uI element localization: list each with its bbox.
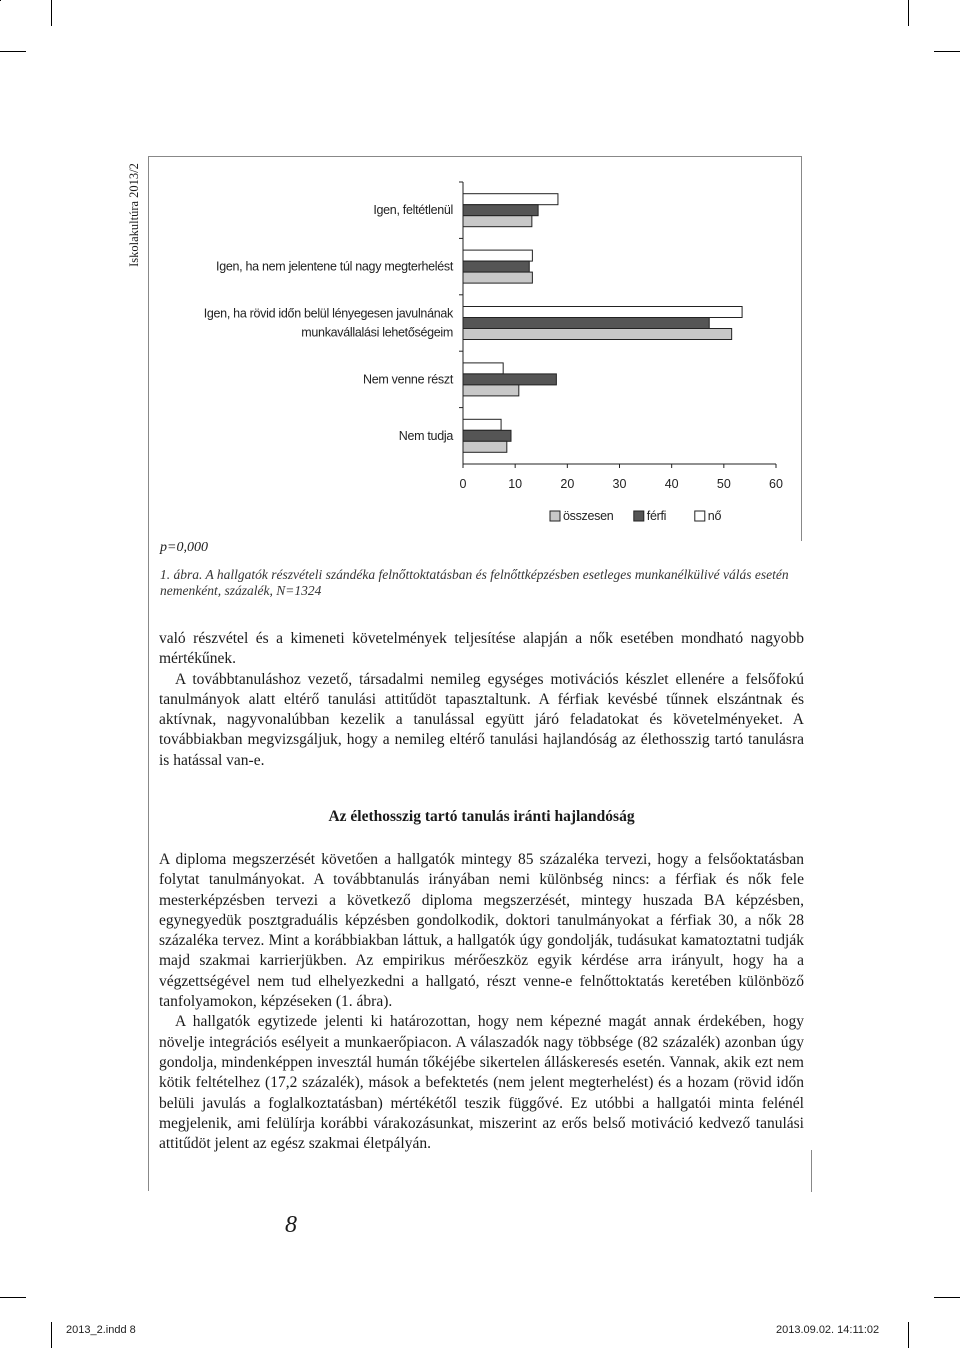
x-tick-label: 10 bbox=[508, 477, 523, 491]
paragraph: való részvétel és a kimeneti követelmények teljesítése alapján a nők esetében mondható nagyobb mértékűnek. bbox=[159, 630, 804, 668]
crop-mark bbox=[51, 0, 52, 26]
bar bbox=[463, 194, 558, 205]
footer-left: 2013_2.indd 8 bbox=[66, 1324, 136, 1336]
text-right-rule bbox=[811, 1150, 812, 1192]
paragraph: A továbbtanuláshoz vezető, társadalmi nemileg egységes motivációs készlet ellenére a felsőfokú tanulmányok alatt eltérő tanulási attitűdöt tapasztaltunk. A férfiak kevésbé tűnnek elszántnak és aktívnak, nagyvonalúbban kezelik a tanulással együtt járó feladatokat és követelményeket. A továbbiakban megvizsgáljuk, hogy a nemileg eltérő tanulási hajlandóság az élethosszig tartó tanulásra is hatással van-e. bbox=[159, 670, 804, 769]
category-label: Nem venne részt bbox=[363, 372, 453, 387]
crop-mark bbox=[0, 51, 26, 52]
running-head-text: Iskolakultúra 2013/2 bbox=[127, 163, 141, 267]
figure-caption: 1. ábra. A hallgatók részvételi szándéka felnőttoktatásban és felnőttképzésben esetleges munkanélkülivé válás esetén nemenként, százalék, N=1324 bbox=[160, 567, 789, 598]
bar bbox=[463, 430, 511, 441]
x-tick-label: 60 bbox=[769, 477, 783, 491]
body-text-top bbox=[159, 629, 804, 771]
x-tick-label: 50 bbox=[716, 477, 731, 491]
bar bbox=[463, 318, 709, 329]
crop-mark bbox=[51, 1322, 52, 1348]
crop-mark bbox=[934, 1297, 960, 1298]
paragraph: A hallgatók egytizede jelenti ki határozottan, hogy nem képezné magát annak érdekében, hogy növelje integrációs esélyeit a munkaerőpiacon. A válaszadók nagy többsége (82 százalék) azonban úgy gondolja, mindenképpen invesztál humán tőkéjébe sikertelen álláskeresés esetén. Vannak, akik ezt nem kötik feltételhez (17,2 százalék), mások a befektetés (nem jelent megterhelést) és a hozam (rövid időn belüli javulás a foglalkoztatásban) mértékétől teszik függővé. Ez utóbbi a hallgatói minta felénél megjelenik, ami felülírja korábbi várakozásunkat, miszerint az erős belső motiváció kedvező tanulási attitűdöt jelent az egész szakmai életpályán. bbox=[159, 1013, 804, 1153]
top-rule bbox=[148, 156, 802, 157]
bar bbox=[463, 307, 742, 318]
crop-mark bbox=[908, 1322, 909, 1348]
category-label: Igen, ha rövid időn belül lényegesen javulnának bbox=[203, 306, 453, 321]
bar bbox=[463, 419, 501, 430]
margin-rule bbox=[148, 156, 149, 1191]
running-head bbox=[127, 160, 145, 270]
legend-swatch bbox=[695, 511, 705, 521]
legend-label: férfi bbox=[646, 509, 667, 523]
legend-swatch bbox=[550, 511, 560, 521]
figure-right-rule bbox=[801, 156, 802, 541]
x-tick-label: 20 bbox=[560, 477, 575, 491]
x-tick-label: 30 bbox=[612, 477, 627, 491]
bar bbox=[463, 216, 532, 227]
p-value: p=0,000 bbox=[160, 540, 208, 555]
bar bbox=[463, 261, 529, 272]
crop-mark bbox=[908, 0, 909, 26]
body-text-bottom bbox=[159, 850, 804, 1154]
category-label: Nem tudja bbox=[398, 428, 453, 443]
crop-mark bbox=[0, 1297, 26, 1298]
category-label: Igen, feltétlenül bbox=[373, 203, 453, 218]
paragraph: A diploma megszerzését követően a hallgatók mintegy 85 százaléka tervezi, hogy a felsőoktatásban folytat tanulmányokat. A továbbtanulás irányában nemi különbség nincs: a férfiak és nők fele mesterképzésben tervezi a következő diploma megszerzését, mintegy huszada BA képzésben, egynegyedük posztgraduális képzésben gondolkodik, doktori tanulmányokat a férfiak 30, a nők 28 százaléka tervez. Mint a korábbiakban láttuk, a hallgatók úgy gondolják, tudásukat kamatoztatni tudják majd szakmai karrierjükben. Az empirikus mérőeszköz egyik kérdése arra irányult, hogy ha a végzettségével nem tud elhelyezkedni a hallgató, részt venne-e felnőttoktatás keretében különböző tanfolyamokon, képzéseken (1. ábra). bbox=[159, 851, 804, 1011]
x-tick-label: 40 bbox=[664, 477, 679, 491]
legend-label: nő bbox=[707, 509, 722, 523]
crop-mark bbox=[934, 51, 960, 52]
footer-right: 2013.09.02. 14:11:02 bbox=[776, 1324, 880, 1336]
category-label: munkavállalási lehetőségeim bbox=[301, 325, 453, 340]
bar bbox=[463, 363, 503, 374]
bar bbox=[463, 374, 556, 385]
section-heading: Az élethosszig tartó tanulás iránti hajlandóság bbox=[328, 808, 635, 825]
category-label: Igen, ha nem jelentene túl nagy megterhelést bbox=[216, 259, 453, 274]
crop-mark bbox=[0, 0, 1, 1]
legend-swatch bbox=[634, 511, 644, 521]
x-tick-label: 0 bbox=[459, 477, 467, 491]
bar-chart bbox=[150, 160, 800, 538]
bar bbox=[463, 329, 732, 340]
page-number: 8 bbox=[285, 1212, 297, 1238]
bar bbox=[463, 441, 507, 452]
bar bbox=[463, 272, 532, 283]
bar bbox=[463, 205, 538, 216]
legend-label: összesen bbox=[563, 509, 614, 523]
bar bbox=[463, 385, 519, 396]
bar bbox=[463, 250, 532, 261]
